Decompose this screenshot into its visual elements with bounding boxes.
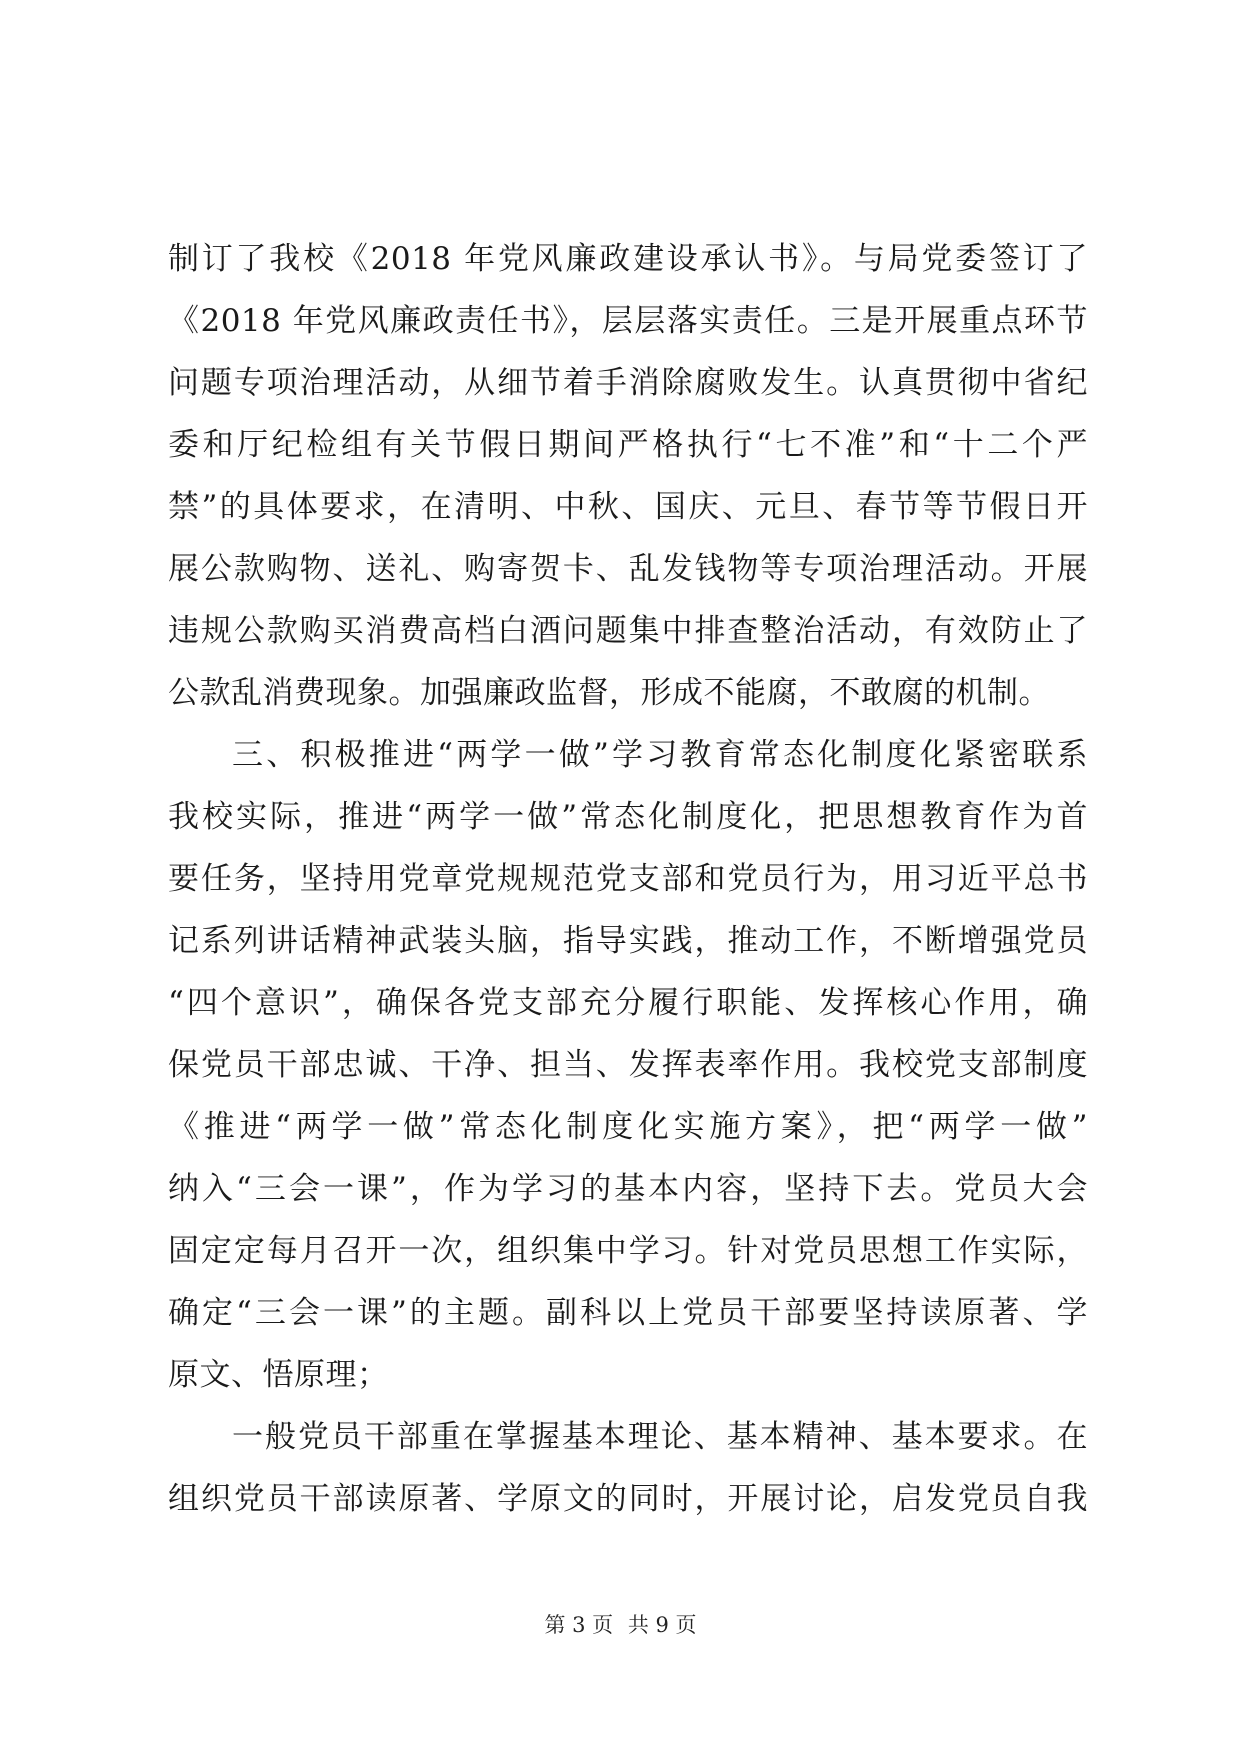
text-line: 违规公款购买消费高档白酒问题集中排查整治活动，有效防止了 xyxy=(168,613,1088,649)
page-footer xyxy=(0,1610,1241,1640)
text-line: “四个意识”，确保各党支部充分履行职能、发挥核心作用，确 xyxy=(168,985,1088,1021)
text-line: 保党员干部忠诚、干净、担当、发挥表率作用。我校党支部制度 xyxy=(168,1047,1088,1083)
text-line: 组织党员干部读原著、学原文的同时，开展讨论，启发党员自我 xyxy=(168,1481,1088,1517)
text-line: 《推进“两学一做”常态化制度化实施方案》，把“两学一做” xyxy=(168,1109,1088,1145)
text-line: 固定定每月召开一次，组织集中学习。针对党员思想工作实际， xyxy=(168,1233,1088,1269)
page-total: 共 9 页 xyxy=(627,1613,697,1637)
text-line: 问题专项治理活动，从细节着手消除腐败发生。认真贯彻中省纪 xyxy=(168,365,1088,401)
text-line: 委和厅纪检组有关节假日期间严格执行“七不准”和“十二个严 xyxy=(168,427,1088,463)
text-line: 记系列讲话精神武装头脑，指导实践，推动工作，不断增强党员 xyxy=(168,923,1088,959)
text-line: 制订了我校《2018 年党风廉政建设承认书》。与局党委签订了 xyxy=(168,241,1088,277)
text-line: 原文、悟原理； xyxy=(168,1357,389,1393)
document-body xyxy=(168,228,1088,1530)
text-line: 公款乱消费现象。加强廉政监督，形成不能腐，不敢腐的机制。 xyxy=(168,675,1050,711)
text-line: 禁”的具体要求，在清明、中秋、国庆、元旦、春节等节假日开 xyxy=(168,489,1088,525)
text-line: 确定“三会一课”的主题。副科以上党员干部要坚持读原著、学 xyxy=(168,1295,1088,1331)
text-line: 展公款购物、送礼、购寄贺卡、乱发钱物等专项治理活动。开展 xyxy=(168,551,1088,587)
text-line: 《2018 年党风廉政责任书》，层层落实责任。三是开展重点环节 xyxy=(168,303,1088,339)
text-line: 要任务，坚持用党章党规规范党支部和党员行为，用习近平总书 xyxy=(168,861,1088,897)
section-heading-line: 三、积极推进“两学一做”学习教育常态化制度化紧密联系 xyxy=(232,737,1088,773)
page-number: 第 3 页 xyxy=(544,1613,614,1637)
paragraph-first-line: 一般党员干部重在掌握基本理论、基本精神、基本要求。在 xyxy=(232,1419,1088,1455)
text-line: 我校实际，推进“两学一做”常态化制度化，把思想教育作为首 xyxy=(168,799,1088,835)
text-line: 纳入“三会一课”，作为学习的基本内容，坚持下去。党员大会 xyxy=(168,1171,1088,1207)
